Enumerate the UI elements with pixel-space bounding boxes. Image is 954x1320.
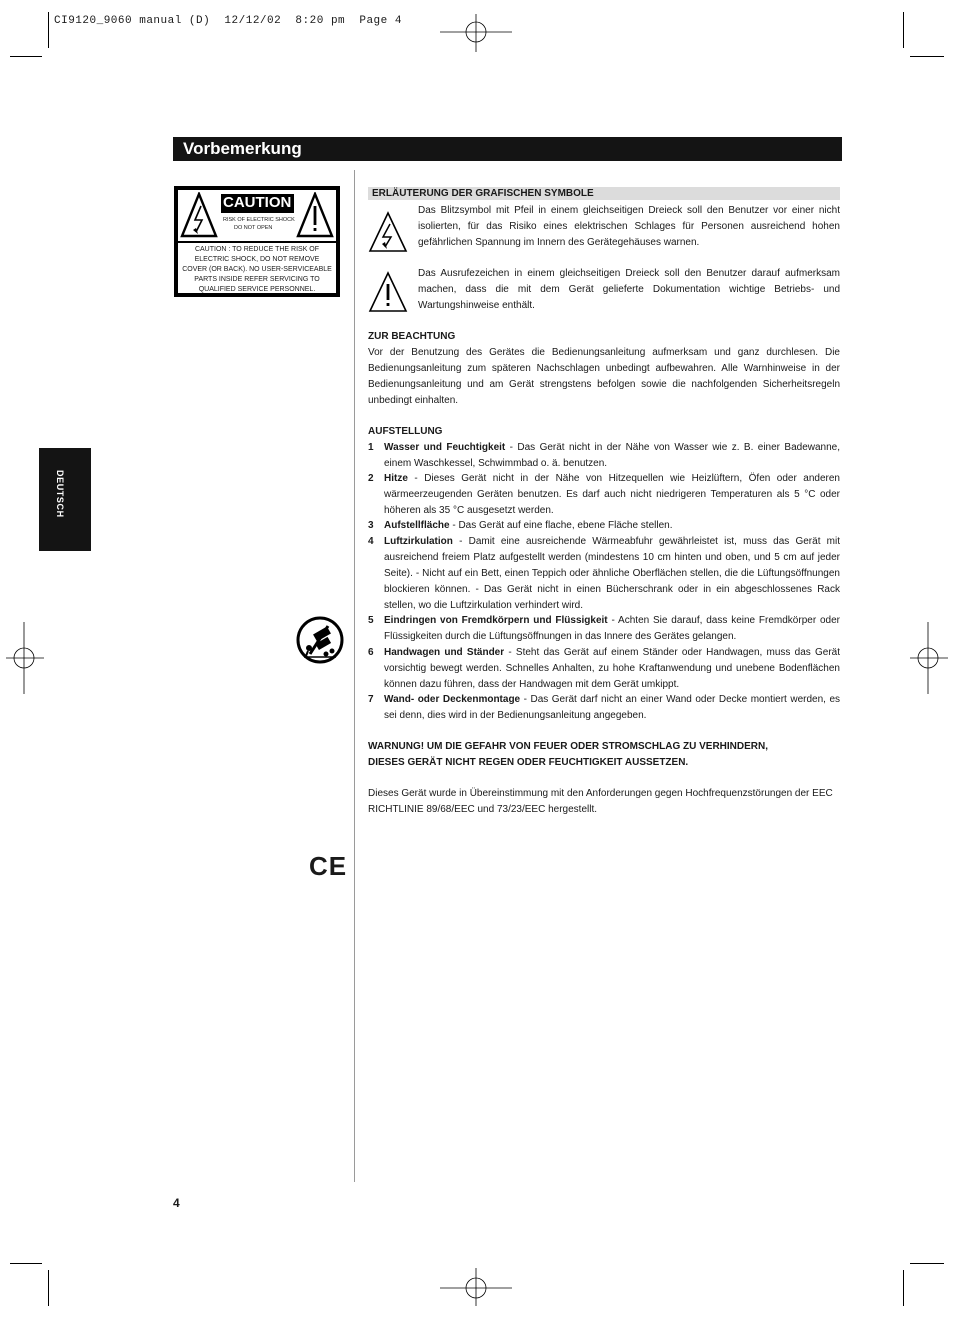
- section-heading-beachtung: ZUR BEACHTUNG: [368, 331, 456, 342]
- page-title: Vorbemerkung: [183, 139, 302, 158]
- section-heading-symbols-text: ERLÄUTERUNG DER GRAFISCHEN SYMBOLE: [372, 188, 594, 199]
- registration-mark-bottom: [440, 1268, 512, 1308]
- ce-mark: CE: [309, 851, 348, 881]
- list-item-term: Handwagen und Ständer: [384, 647, 505, 658]
- list-item-text: - Das Gerät darf nicht an einer Wand oder Decke montiert werden, es sei denn, dies wird in der Bedienungsanleitung angegeben.: [384, 694, 840, 721]
- warning-line-2: DIESES GERÄT NICHT REGEN ODER FEUCHTIGKEIT AUSSETZEN.: [368, 757, 689, 768]
- section-heading-symbols: [368, 187, 840, 200]
- caution-body-line-3: COVER (OR BACK). NO USER-SERVICEABLE: [182, 266, 332, 273]
- registration-mark-left: [6, 622, 46, 694]
- title-bar: [173, 137, 842, 161]
- beachtung-text: Vor der Benutzung des Gerätes die Bedienungsanleitung aufmerksam und ganz durchlesen. Die Bedienungsanleitung zum späteren Nachschlagen unbedingt aufbewahren. Alle Warnhinweise in der Bedienungsanleitung und am Gerät strengstens befolgen sowie die nachfolgenden Sicherheitsregeln unbedingt einhalten.: [368, 347, 840, 406]
- exclamation-triangle-icon: [296, 192, 334, 238]
- list-item-text: - Steht das Gerät auf einem Ständer oder Handwagen, muss das Gerät vorsichtig bewegt werden. Schnelles Anhalten, zu hohe Kraftanwendung und unebene Bodenflächen können dazu führen, dass der Handwagen mit dem Gerät umkippt.: [384, 647, 840, 690]
- warning-line-1: WARNUNG! UM DIE GEFAHR VON FEUER ODER STROMSCHLAG ZU VERHINDERN,: [368, 741, 769, 752]
- list-item: 2 Hitze - Dieses Gerät nicht in der Nähe von Hitzequellen wie Heizlüftern, Öfen oder anderen wärmeerzeugenden Geräten benutzen. Es darf auch nicht niedrigeren Temperaturen als 5 °C oder höheren als 35 °C ausgesetzt werden.: [368, 473, 840, 516]
- crop-mark-bottom-left-v: [48, 1270, 49, 1306]
- page-number: 4: [173, 1196, 180, 1210]
- caution-label: [174, 186, 340, 297]
- caution-body-line-1: CAUTION : TO REDUCE THE RISK OF: [194, 246, 320, 253]
- list-item: 4 Luftzirkulation - Damit eine ausreichende Wärmeabfuhr gewährleistet ist, muss das Gerät mit ausreichend freiem Platz aufgestellt werden (mindestens 10 cm hinten und oben, und 5 cm auf jeder Seite). - Nicht auf ein Bett, einen Teppich oder ähnliche Oberflächen stellen, die die Lüftungsöffnungen blockieren können. - Das Gerät nicht in einen Bücherschrank oder in ein abgeschlossenes Rack stellen, wo die Luftzirkulation verhindert wird.: [368, 536, 840, 611]
- crop-mark-top-right-v: [903, 12, 904, 48]
- list-item-term: Hitze: [384, 473, 408, 484]
- eec-compliance-text: Dieses Gerät wurde in Übereinstimmung mit den Anforderungen gegen Hochfrequenzstörungen der EEC RICHTLINIE 89/68/EEC und 73/23/EEC hergestellt.: [368, 788, 833, 815]
- list-item-text: - Achten Sie darauf, dass keine Fremdkörper oder Flüssigkeiten durch die Lüftungsöffnungen in das Innere des Gerätes gelangen.: [384, 615, 840, 642]
- language-tab: [39, 448, 91, 551]
- cart-tipover-warning-icon: [296, 616, 344, 664]
- caution-risk-line-2: DO NOT OPEN: [234, 225, 273, 231]
- list-item: 6 Handwagen und Ständer - Steht das Gerät auf einem Ständer oder Handwagen, muss das Gerät vorsichtig bewegt werden. Schnelles Anhalten, zu hohe Kraftanwendung und unebene Bodenflächen können dazu führen, dass der Handwagen mit dem Gerät umkippt.: [368, 647, 840, 690]
- list-item-term: Eindringen von Fremdkörpern und Flüssigkeit: [384, 615, 608, 626]
- caution-body: [178, 245, 336, 295]
- crop-mark-bottom-right-h: [910, 1263, 944, 1264]
- registration-mark-top: [440, 12, 512, 52]
- list-item-term: Wasser und Feuchtigkeit: [384, 442, 506, 453]
- column-divider: [354, 170, 355, 1182]
- list-item-term: Aufstellfläche: [384, 520, 450, 531]
- list-item-text: - Dieses Gerät nicht in der Nähe von Hitzequellen wie Heizlüftern, Öfen oder anderen wärmeerzeugenden Geräten benutzen. Es darf auch nicht niedrigeren Temperaturen als 5 °C oder höheren als 35 °C ausgesetzt werden.: [384, 473, 840, 516]
- crop-mark-top-left-h: [10, 56, 42, 57]
- print-slug: CI9120_9060 manual (D) 12/12/02 8:20 pm Page 4: [54, 15, 402, 27]
- lightning-triangle-icon: [180, 192, 218, 238]
- crop-mark-bottom-right-v: [903, 1270, 904, 1306]
- list-item-text: - Das Gerät auf eine flache, ebene Fläche stellen.: [449, 520, 673, 531]
- list-item: 3 Aufstellfläche - Das Gerät auf eine flache, ebene Fläche stellen.: [368, 520, 673, 531]
- list-item: 7 Wand- oder Deckenmontage - Das Gerät darf nicht an einer Wand oder Decke montiert werden, es sei denn, dies wird in der Bedienungsanleitung angegeben.: [368, 694, 840, 721]
- crop-mark-top-left-v: [48, 12, 49, 48]
- list-item: 1 Wasser und Feuchtigkeit - Das Gerät nicht in der Nähe von Wasser wie z. B. einer Badewanne, einem Waschkessel, Schwimmbad o. ä. benutzen.: [368, 442, 841, 469]
- section-heading-aufstellung: AUFSTELLUNG: [368, 426, 443, 437]
- list-item-term: Luftzirkulation: [384, 536, 453, 547]
- crop-mark-bottom-left-h: [10, 1263, 42, 1264]
- language-tab-label: DEUTSCH: [55, 470, 65, 518]
- list-item: 5 Eindringen von Fremdkörpern und Flüssigkeit - Achten Sie darauf, dass keine Fremdkörper oder Flüssigkeiten durch die Lüftungsöffnungen in das Innere des Gerätes gelangen.: [368, 615, 840, 642]
- exclamation-symbol-text: Das Ausrufezeichen in einem gleichseitigen Dreieck soll den Benutzer darauf aufmerksam machen, dass die mit dem Gerät gelieferte Dokumentation wichtige Betriebs- und Wartungshinweise enthält.: [418, 268, 840, 311]
- registration-mark-right: [908, 622, 948, 694]
- crop-mark-top-right-h: [910, 56, 944, 57]
- exclamation-symbol-icon: [368, 271, 408, 313]
- caution-risk-line-1: RISK OF ELECTRIC SHOCK: [223, 217, 295, 223]
- warning-text: [368, 739, 848, 771]
- list-item-text: - Damit eine ausreichende Wärmeabfuhr gewährleistet ist, muss das Gerät mit ausreichend freiem Platz aufgestellt werden (mindestens 10 cm hinten und oben, und 5 cm auf jeder Seite). - Nicht auf ein Bett, einen Teppich oder ähnliche Oberflächen stellen, die die Lüftungsöffnungen blockieren können. - Das Gerät nicht in einen Bücherschrank oder in ein abgeschlossenes Rack stellen, wo die Luftzirkulation verhindert wird.: [384, 536, 840, 611]
- lightning-symbol-text: Das Blitzsymbol mit Pfeil in einem gleichseitigen Dreieck soll den Benutzer vor einer nicht isolierten, für das Risiko eines elektrischen Schlages für Personen ausreichend hohen gefährlichen Spannung im Innern des Gerätegehäuses warnen.: [418, 205, 840, 248]
- list-item-text: - Das Gerät nicht in der Nähe von Wasser wie z. B. einer Badewanne, einem Waschkessel, Schwimmbad o. ä. benutzen.: [384, 442, 841, 469]
- lightning-symbol-icon: [368, 211, 408, 253]
- caution-body-line-4: PARTS INSIDE REFER SERVICING TO: [194, 276, 320, 283]
- caution-body-line-5: QUALIFIED SERVICE PERSONNEL.: [198, 286, 316, 293]
- caution-heading: CAUTION: [223, 194, 292, 211]
- list-item-term: Wand- oder Deckenmontage: [384, 694, 521, 705]
- caution-body-line-2: ELECTRIC SHOCK, DO NOT REMOVE: [194, 256, 320, 263]
